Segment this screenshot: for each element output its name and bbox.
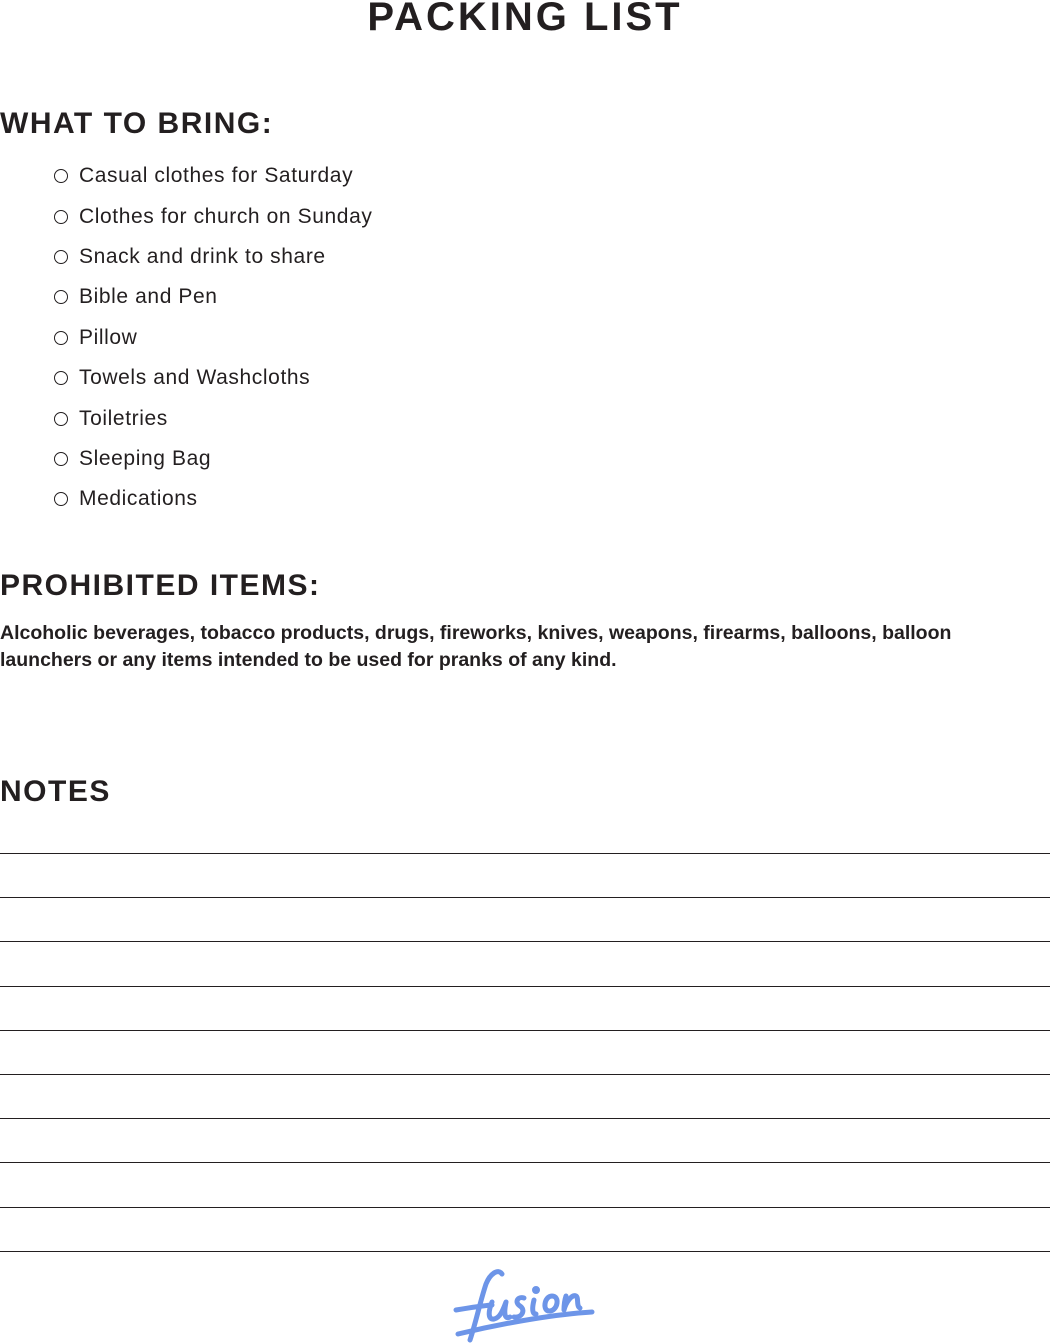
checklist-item-label: Sleeping Bag xyxy=(79,446,212,470)
circle-checkbox-icon[interactable] xyxy=(54,492,68,506)
note-line[interactable] xyxy=(0,1251,1050,1252)
fusion-logo xyxy=(448,1262,602,1344)
checklist-item[interactable] xyxy=(54,479,372,519)
prohibited-items-text: Alcoholic beverages, tobacco products, drugs, fireworks, knives, weapons, firearms, balloons, balloon launchers or any items intended to be used for pranks of any kind. xyxy=(0,622,952,671)
note-line[interactable] xyxy=(0,1030,1050,1074)
note-line[interactable] xyxy=(0,941,1050,985)
circle-checkbox-icon[interactable] xyxy=(54,250,68,264)
circle-checkbox-icon[interactable] xyxy=(54,452,68,466)
notes-heading: NOTES xyxy=(0,775,111,808)
note-line[interactable] xyxy=(0,1207,1050,1251)
page-title: PACKING LIST xyxy=(367,0,683,39)
checklist-item[interactable] xyxy=(54,398,372,438)
note-line[interactable] xyxy=(0,1118,1050,1162)
circle-checkbox-icon[interactable] xyxy=(54,371,68,385)
checklist-item[interactable] xyxy=(54,358,372,398)
checklist-item[interactable] xyxy=(54,277,372,317)
circle-checkbox-icon[interactable] xyxy=(54,210,68,224)
checklist-item-label: Casual clothes for Saturday xyxy=(79,164,354,188)
circle-checkbox-icon[interactable] xyxy=(54,331,68,345)
checklist-item-label: Clothes for church on Sunday xyxy=(79,204,373,228)
circle-checkbox-icon[interactable] xyxy=(54,412,68,426)
checklist-item[interactable] xyxy=(54,237,372,277)
circle-checkbox-icon[interactable] xyxy=(54,290,68,304)
checklist-item[interactable] xyxy=(54,196,372,236)
note-line[interactable] xyxy=(0,1162,1050,1206)
checklist-item[interactable] xyxy=(54,318,372,358)
checklist-item-label: Pillow xyxy=(79,325,138,349)
note-line[interactable] xyxy=(0,986,1050,1030)
what-to-bring-heading: WHAT TO BRING: xyxy=(0,107,274,140)
prohibited-items-heading: PROHIBITED ITEMS: xyxy=(0,569,321,602)
checklist-item[interactable] xyxy=(54,439,372,479)
checklist-item-label: Snack and drink to share xyxy=(79,244,326,268)
checklist-item-label: Towels and Washcloths xyxy=(79,366,311,390)
checklist-item-label: Medications xyxy=(79,487,198,511)
checklist-item[interactable] xyxy=(54,156,372,196)
checklist-item-label: Toiletries xyxy=(79,406,168,430)
note-line[interactable] xyxy=(0,853,1050,897)
checklist-item-label: Bible and Pen xyxy=(79,285,218,309)
note-line[interactable] xyxy=(0,1074,1050,1118)
circle-checkbox-icon[interactable] xyxy=(54,169,68,183)
packing-checklist xyxy=(54,156,372,520)
note-line[interactable] xyxy=(0,897,1050,941)
notes-writing-area[interactable] xyxy=(0,853,1050,1252)
